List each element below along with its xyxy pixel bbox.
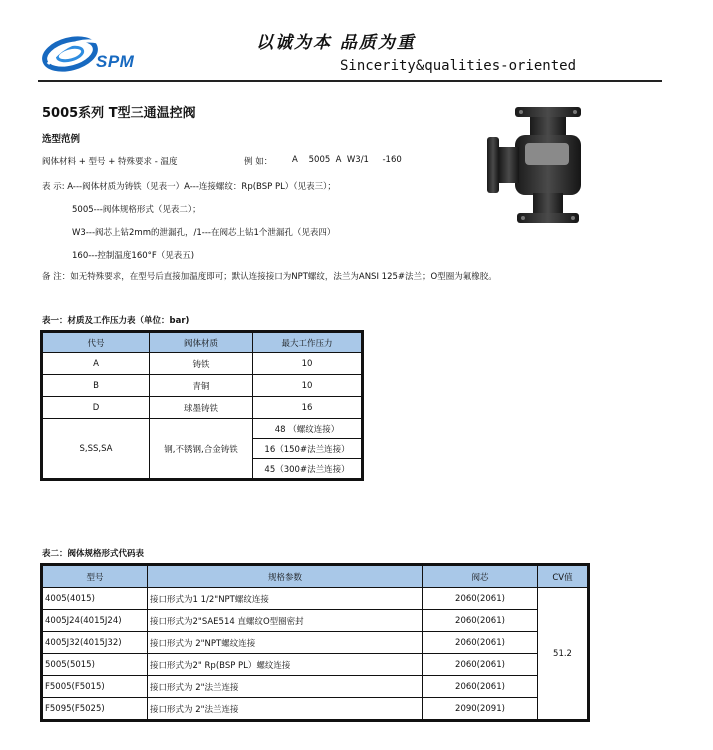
note-line: 备 注：如无特殊要求，在型号后直接加温度即可；默认连接接口为NPT螺纹，法兰为ANSI 125#法兰；O型圈为氟橡胶。 — [42, 272, 497, 282]
cell-core: 2060(2061) — [423, 676, 538, 698]
cell-core: 2060(2061) — [423, 654, 538, 676]
cell-pressure: 16（150#法兰连接） — [253, 439, 363, 459]
cell-core: 2060(2061) — [423, 632, 538, 654]
legend-line-1: 表 示: A---阀体材质为铸铁（见表一）A---连接螺纹：Rp(BSP PL）（见表三）； — [42, 182, 336, 192]
legend-line-2: 5005---阀体规格形式（见表二）； — [72, 205, 201, 215]
cell-material: 青铜 — [150, 375, 253, 397]
cell-spec: 接口形式为2"SAE514 直螺纹O型圈密封 — [148, 610, 423, 632]
model-formula: 阀体材料 + 型号 + 特殊要求 - 温度 — [42, 157, 178, 167]
header-divider — [38, 80, 662, 82]
cell-material: 球墨铸铁 — [150, 397, 253, 419]
cell-code: B — [42, 375, 150, 397]
cell-model: 5005(5015) — [42, 654, 148, 676]
valve-product-image — [485, 105, 595, 240]
table-row — [42, 353, 363, 375]
col-header-spec: 规格参数 — [148, 565, 423, 588]
cell-pressure: 45（300#法兰连接） — [253, 459, 363, 480]
col-header-cv: CV值 — [538, 565, 589, 588]
col-header-core: 阀芯 — [423, 565, 538, 588]
cell-spec: 接口形式为 2"法兰连接 — [148, 698, 423, 721]
cell-spec: 接口形式为2" Rp(BSP PL）螺纹连接 — [148, 654, 423, 676]
table-row — [42, 654, 589, 676]
cell-cv: 51.2 — [538, 588, 589, 721]
slogan-chinese: 以诚为本 品质为重 — [256, 33, 416, 53]
logo-text: SPM — [96, 52, 135, 71]
cell-code: A — [42, 353, 150, 375]
table-row — [42, 588, 589, 610]
example-heading: 选型范例 — [42, 134, 81, 145]
legend-line-3: W3---阀芯上钻2mm的泄漏孔，/1---在阀芯上钻1个泄漏孔（见表四） — [72, 228, 336, 238]
example-label: 例 如： — [244, 157, 273, 167]
table1-caption: 表一：材质及工作压力表（单位：bar) — [42, 316, 190, 326]
table-row — [42, 419, 363, 439]
col-header-model: 型号 — [42, 565, 148, 588]
table-header-row — [42, 565, 589, 588]
table-header-row — [42, 332, 363, 353]
body-spec-table — [40, 563, 590, 722]
cell-model: 4005J24(4015J24) — [42, 610, 148, 632]
cell-code: S,SS,SA — [42, 419, 150, 480]
cell-material: 铸铁 — [150, 353, 253, 375]
table-row — [42, 397, 363, 419]
table-row — [42, 632, 589, 654]
table-row — [42, 610, 589, 632]
cell-spec: 接口形式为1 1/2"NPT螺纹连接 — [148, 588, 423, 610]
cell-spec: 接口形式为 2"法兰连接 — [148, 676, 423, 698]
cell-spec: 接口形式为 2"NPT螺纹连接 — [148, 632, 423, 654]
cell-pressure: 10 — [253, 353, 363, 375]
cell-pressure: 16 — [253, 397, 363, 419]
t-valve-icon — [485, 105, 595, 240]
cell-core: 2060(2061) — [423, 588, 538, 610]
legend-line-4: 160---控制温度160°F（见表五) — [72, 251, 195, 261]
cell-material: 钢,不锈钢,合金铸铁 — [150, 419, 253, 480]
table-row — [42, 375, 363, 397]
table-row — [42, 698, 589, 721]
example-value: A 5005 A W3/1 -160 — [292, 155, 402, 165]
col-header-pressure: 最大工作压力 — [253, 332, 363, 353]
table-row — [42, 676, 589, 698]
table2-caption: 表二：阀体规格形式代码表 — [42, 549, 145, 559]
col-header-material: 阀体材质 — [150, 332, 253, 353]
cell-core: 2060(2061) — [423, 610, 538, 632]
cell-pressure: 10 — [253, 375, 363, 397]
cell-model: 4005(4015) — [42, 588, 148, 610]
cell-core: 2090(2091) — [423, 698, 538, 721]
page-title: 5005系列 T型三通温控阀 — [42, 106, 196, 121]
slogan-english: Sincerity&qualities-oriented — [340, 58, 577, 74]
cell-model: F5005(F5015) — [42, 676, 148, 698]
col-header-code: 代号 — [42, 332, 150, 353]
cell-model: F5095(F5025) — [42, 698, 148, 721]
cell-code: D — [42, 397, 150, 419]
cell-pressure: 48 （螺纹连接） — [253, 419, 363, 439]
material-pressure-table — [40, 330, 364, 481]
cell-model: 4005J32(4015J32) — [42, 632, 148, 654]
